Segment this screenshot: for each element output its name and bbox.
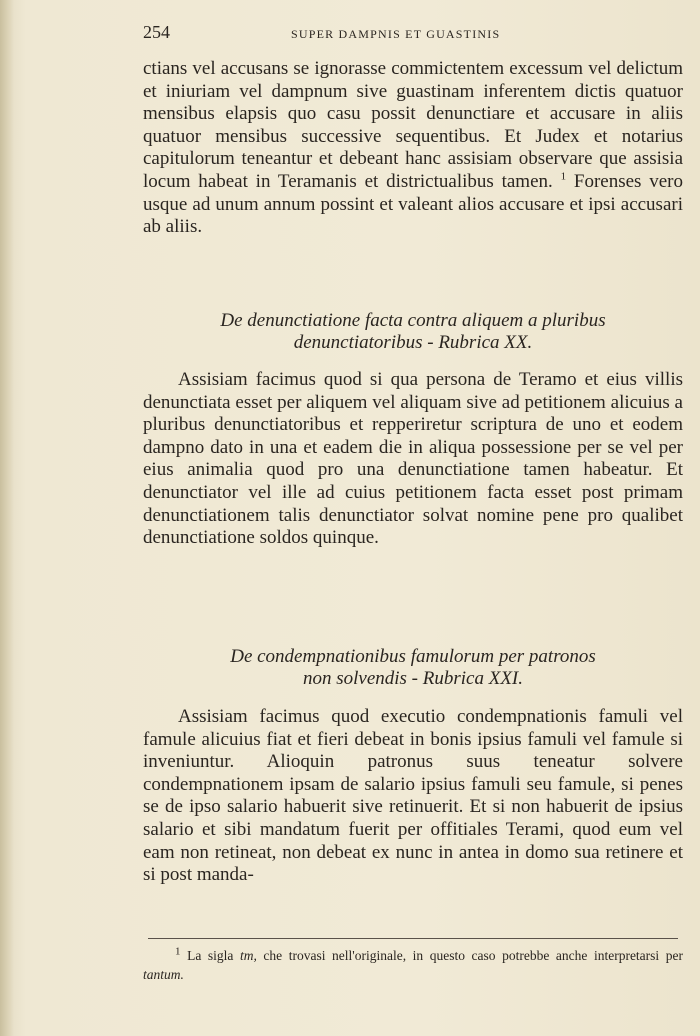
footnote	[143, 946, 683, 984]
footnote-sigla: tm,	[239, 948, 257, 963]
footnote-text-b: che trovasi nell'originale, in questo caso potrebbe anche interpretarsi per	[256, 948, 683, 963]
page-number: 254	[143, 22, 170, 42]
footnote-text-a: La sigla	[180, 948, 240, 963]
footnote-marker: 1	[175, 945, 181, 958]
page-header	[143, 22, 683, 46]
paragraph-rubrica-xxi: Assisiam facimus quod executio condempnationis famuli vel famule alicuius fiat et fieri debeat in bonis ipsius famuli vel famule si inveniuntur. Alioquin patronus suus teneatur solvere condempnationem ipsam de salario ipsius famuli seu famule, si penes se de ipso salario habuerit sive retinuerit. Et si non habuerit de ipsius salario et sibi mandatum fuerit per offitiales Terami, quod eum vel eam non retineat, non debeat ex nunc in antea in domo sua retinere et si post manda-	[143, 706, 683, 886]
book-spine-shadow	[0, 0, 14, 1036]
footnote-tantum: tantum.	[143, 967, 184, 982]
section-xx-title-line-2: denunctiatoribus - Rubrica XX.	[293, 332, 533, 353]
section-xxi-title-line-1: De condempnationibus famulorum per patronos	[230, 646, 596, 667]
section-heading-rubrica-xxi	[143, 646, 683, 690]
paragraph-1-text-b: Forenses vero usque ad unum annum possint et valeant alios accusare et ipsi accusari ab aliis.	[143, 170, 684, 238]
paragraph-continued	[143, 58, 683, 239]
paragraph-rubrica-xx: Assisiam facimus quod si qua persona de Teramo et eius villis denunctiata esset per aliquem vel aliquam sive ad petitionem alicuius a pluribus denunctiatoribus et repperiretur scriptura de uno et eodem dampno dato in una et eadem die in aliqua possessione per se vel per eius animalia quod pro una denunctiatione tamen habeatur. Et denunctiator vel ille ad cuius petitionem facta esset post primam denunctiationem talis denunctiator solvat nomine pene pro qualibet denunctiatione soldos quinque.	[143, 369, 683, 549]
footnote-reference[interactable]: 1	[560, 170, 567, 183]
running-head: SUPER DAMPNIS ET GUASTINIS	[291, 27, 501, 41]
section-xxi-title-line-2: non solvendis - Rubrica XXI.	[302, 668, 524, 689]
section-xx-title-line-1: De denunctiatione facta contra aliquem a pluribus	[220, 310, 606, 331]
paragraph-1-text-a: ctians vel accusans se ignorasse commictentem excessum vel delictum et iniuriam vel dampnum sive guastinam inferentem dictis quatuor mensibus elapsis quo casu possit denunctiare et accusare in aliis quatuor mensibus successive sequentibus. Et Judex et notarius capitulorum teneantur et debeant hanc assisiam observare que assisia locum habeat in Teramanis et districtualibus tamen.	[143, 58, 683, 192]
footnote-divider	[148, 938, 678, 939]
section-heading-rubrica-xx	[143, 310, 683, 354]
